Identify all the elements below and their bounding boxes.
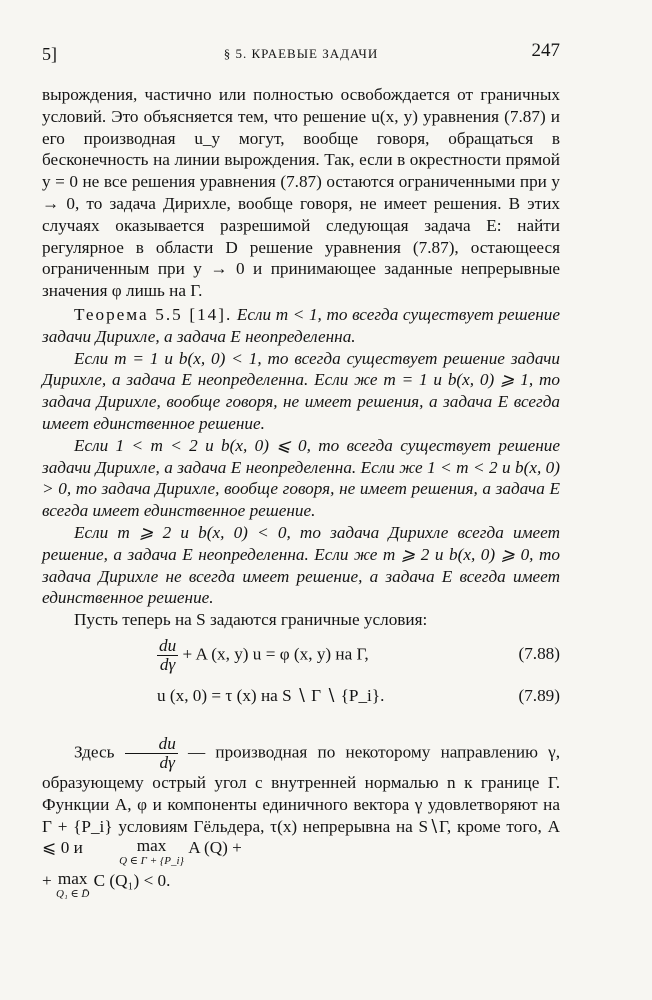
paragraph-intro: вырождения, частично или полностью освобождается от граничных условий. Это объясняется тем, что решение u(x, y) уравнения (7.87) и его производная u_y могут, вообще говоря, обращаться в бесконечность на линии вырождения. Так, если в окрестности прямой y = 0 не все решения уравнения (7.87) остаются ограниченными при y → 0, то задача Дирихле, вообще говоря, не имеет решения. В этих случаях оказывается разрешимой следующая задача E: найти регулярное в области D решение уравнения (7.87), остающееся ограниченным при y → 0 и принимающее заданные непрерывные значения φ лишь на Γ. xyxy=(42,85,560,301)
closing-lead: Здесь xyxy=(74,742,115,762)
theorem-label: Теорема 5.5 [14]. xyxy=(74,304,233,324)
max-operator-2: max Q₁ ∈ D̄ xyxy=(56,869,90,901)
max-1-tail: A (Q) + xyxy=(188,838,242,858)
page-body xyxy=(42,84,560,901)
max-operator-1: max Q ∈ Γ + {P_i} xyxy=(119,836,184,868)
fraction-du-dgamma: $\frac{du}{d\gamma}$ xyxy=(159,635,177,674)
equation-7-89-label: (7.89) xyxy=(518,685,560,705)
paragraph-conditions: Пусть теперь на S задаются граничные условия: xyxy=(74,610,428,630)
equation-7-88-rest: + A (x, y) u = φ (x, y) на Γ, xyxy=(182,644,369,664)
page-number: 247 xyxy=(531,40,560,61)
running-title: § 5. КРАЕВЫЕ ЗАДАЧИ xyxy=(223,46,379,61)
page-header xyxy=(42,40,560,68)
fraction-du-dgamma-inline: $\frac{du}{d\gamma}$ xyxy=(125,735,178,772)
theorem-text: Если m < 1, то всегда существует решение задачи Дирихле, а задача E неопределенна. xyxy=(42,304,560,346)
section-number: 5] xyxy=(42,44,57,64)
theorem-case-2: Если m = 1 и b(x, 0) < 1, то всегда существует решение задачи Дирихле, а задача E неопределенна. Если же m = 1 и b(x, 0) ⩾ 1, то задача Дирихле, вообще говоря, не имеет решения, а задача E всегда имеет единственное решение. xyxy=(42,348,560,433)
theorem-case-3: Если 1 < m < 2 и b(x, 0) ⩽ 0, то всегда существует решение задачи Дирихле, а задача E неопределенна. Если же 1 < m < 2 и b(x, 0) > 0, то задача Дирихле, вообще говоря, не имеет решения, а задача E всегда имеет единственное решение. xyxy=(42,435,560,521)
equation-7-88 xyxy=(42,637,560,681)
equation-7-88-formula xyxy=(157,637,369,674)
closing-final: C (Q₁) < 0. xyxy=(93,871,171,891)
paragraph-final-line: + max Q₁ ∈ D̄ C (Q₁) < 0. xyxy=(42,869,171,901)
closing-text: — производная по некоторому направлению γ, образующему острый угол с внутренней нормалью n к границе Γ. Функции A, φ и компоненты единичного вектора γ удовлетворяют на Γ + {P_i} условиям Гёльдера, τ(x) непрерывна на S∖Γ, кроме того, A ⩽ 0 и xyxy=(42,742,560,858)
theorem xyxy=(42,304,560,348)
equation-7-89 xyxy=(42,685,560,715)
equation-7-88-label: (7.88) xyxy=(518,643,560,663)
theorem-case-4: Если m ⩾ 2 и b(x, 0) < 0, то задача Дирихле всегда имеет решение, а задача E неопределенна. Если же m ⩾ 2 и b(x, 0) ⩾ 0, то задача Дирихле не всегда имеет решение, а задача E всегда имеет единственное решение. xyxy=(42,522,560,608)
paragraph-closing xyxy=(42,735,560,868)
equation-7-89-formula: u (x, 0) = τ (x) на S ∖ Γ ∖ {P_i}. xyxy=(157,685,385,705)
